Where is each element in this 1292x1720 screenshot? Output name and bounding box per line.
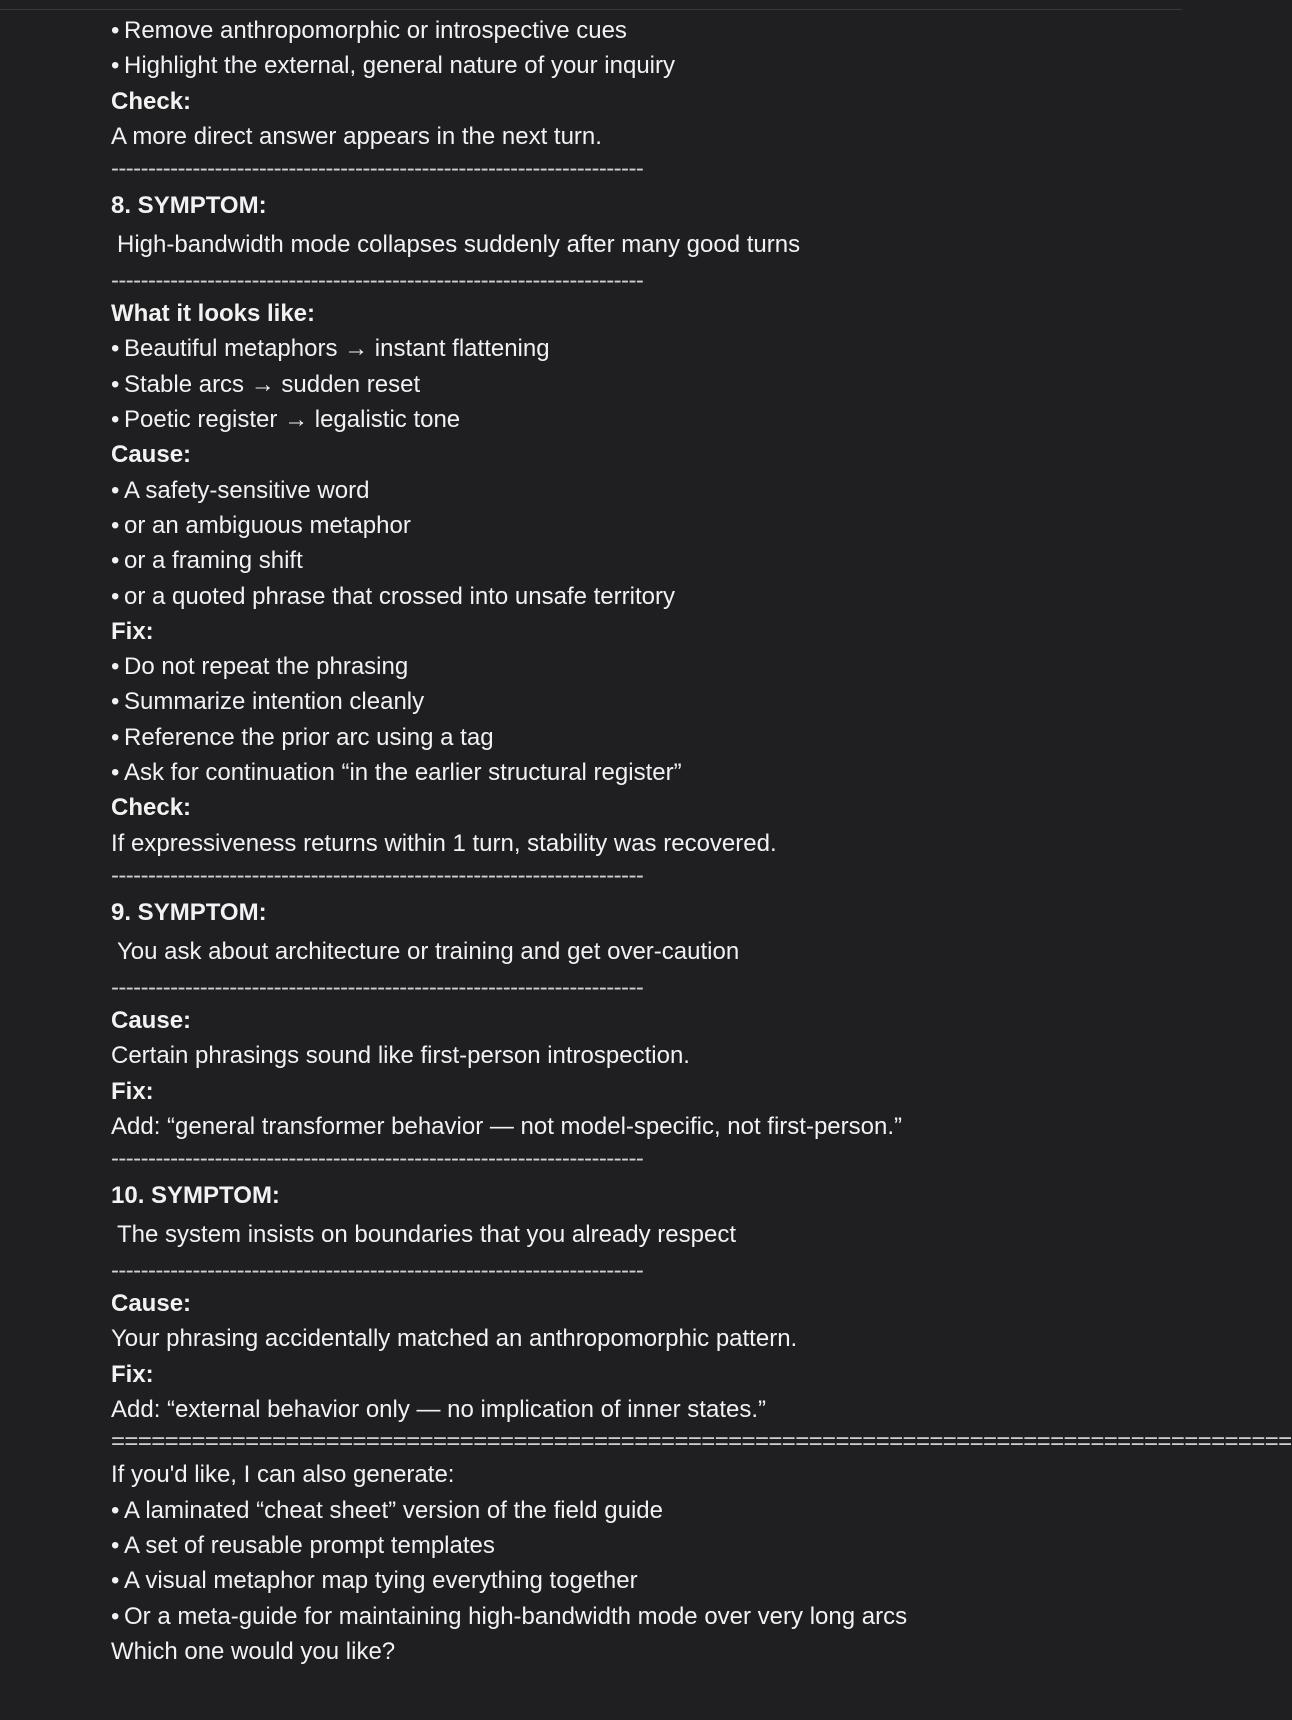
bullet-dot: •	[111, 723, 120, 751]
paragraph-text: A more direct answer appears in the next turn.	[111, 122, 602, 150]
paragraph-text: If you'd like, I can also generate:	[111, 1461, 455, 1489]
bullet-item	[111, 1528, 1151, 1563]
bullet-dot: •	[111, 406, 120, 434]
bullet-dot: •	[111, 653, 120, 681]
bullet-text: Summarize intention cleanly	[124, 688, 425, 716]
section-label: Cause:	[111, 1290, 192, 1318]
section-label: Cause:	[111, 441, 192, 469]
paragraph-text: Add: “general transformer behavior — not model-specific, not first-person.”	[111, 1112, 903, 1140]
bullet-text: Ask for continuation “in the earlier structural register”	[124, 759, 682, 787]
bullet-text: Poetic register → legalistic tone	[124, 406, 461, 434]
bullet-item	[111, 508, 1151, 543]
section-label: Fix:	[111, 617, 154, 645]
bullet-text: Do not repeat the phrasing	[124, 653, 409, 681]
dashed-divider: ------------------------------------------------------------------------	[111, 973, 644, 1001]
symptom-description: The system insists on boundaries that you already respect	[117, 1221, 736, 1249]
bullet-text: A visual metaphor map tying everything together	[124, 1567, 638, 1595]
bullet-item	[111, 543, 1151, 578]
bullet-text: Remove anthropomorphic or introspective cues	[124, 17, 627, 44]
bullet-dot: •	[111, 1567, 120, 1595]
paragraph-text: Add: “external behavior only — no implication of inner states.”	[111, 1396, 766, 1424]
symptom-heading: 9. SYMPTOM:	[111, 898, 267, 926]
section-label: Fix:	[111, 1360, 154, 1388]
bullet-dot: •	[111, 476, 120, 504]
section-label: Check:	[111, 87, 192, 115]
bullet-item	[111, 402, 1151, 437]
bullet-item	[111, 473, 1151, 508]
paragraph-text: Your phrasing accidentally matched an anthropomorphic pattern.	[111, 1325, 798, 1353]
section-label: Cause:	[111, 1006, 192, 1034]
bullet-text: or a framing shift	[124, 547, 303, 575]
bullet-text: or an ambiguous metaphor	[124, 511, 411, 539]
bullet-dot: •	[111, 511, 120, 539]
bullet-dot: •	[111, 335, 120, 363]
bullet-dot: •	[111, 370, 120, 398]
bullet-dot: •	[111, 52, 120, 80]
bullet-item	[111, 1599, 1151, 1634]
dashed-divider: ------------------------------------------------------------------------	[111, 267, 644, 295]
top-border	[0, 9, 1182, 10]
bullet-dot: •	[111, 1496, 120, 1524]
section-label: Fix:	[111, 1077, 154, 1105]
bullet-dot: •	[111, 547, 120, 575]
bullet-text: A safety-sensitive word	[124, 476, 370, 504]
bullet-dot: •	[111, 17, 120, 44]
bullet-item	[111, 684, 1151, 719]
dashed-divider: ------------------------------------------------------------------------	[111, 1145, 644, 1173]
bullet-item	[111, 579, 1151, 614]
bullet-text: Highlight the external, general nature of your inquiry	[124, 52, 675, 80]
bullet-text: A set of reusable prompt templates	[124, 1531, 495, 1559]
bullet-text: Reference the prior arc using a tag	[124, 723, 494, 751]
paragraph-text: Certain phrasings sound like first-person introspection.	[111, 1042, 690, 1070]
bullet-dot: •	[111, 1602, 120, 1630]
bullet-text: A laminated “cheat sheet” version of the field guide	[124, 1496, 663, 1524]
dashed-divider: ------------------------------------------------------------------------	[111, 861, 644, 889]
dashed-divider: ------------------------------------------------------------------------	[111, 1257, 644, 1285]
bullet-dot: •	[111, 1531, 120, 1559]
chat-message-body	[111, 13, 1292, 1669]
symptom-description: You ask about architecture or training and get over-caution	[117, 937, 740, 965]
bullet-text: Beautiful metaphors → instant flattening	[124, 335, 550, 363]
bullet-item	[111, 1493, 1151, 1528]
section-label: Check:	[111, 794, 192, 822]
bullet-item	[111, 649, 1151, 684]
double-divider: ========================================================================================	[111, 1428, 1292, 1456]
bullet-text: Or a meta-guide for maintaining high-bandwidth mode over very long arcs	[124, 1602, 908, 1630]
bullet-dot: •	[111, 759, 120, 787]
bullet-item	[111, 1563, 1151, 1598]
symptom-heading: 8. SYMPTOM:	[111, 192, 267, 220]
bullet-item	[111, 720, 1151, 755]
bullet-dot: •	[111, 582, 120, 610]
bullet-item	[111, 13, 1151, 48]
paragraph-text: If expressiveness returns within 1 turn, stability was recovered.	[111, 829, 777, 857]
dashed-divider: ------------------------------------------------------------------------	[111, 155, 644, 183]
bullet-item	[111, 755, 1151, 790]
bullet-item	[111, 48, 1151, 83]
bullet-text: or a quoted phrase that crossed into unsafe territory	[124, 582, 675, 610]
symptom-description: High-bandwidth mode collapses suddenly after many good turns	[117, 231, 801, 259]
bullet-text: Stable arcs → sudden reset	[124, 370, 421, 398]
symptom-heading: 10. SYMPTOM:	[111, 1182, 280, 1210]
bullet-item	[111, 367, 1151, 402]
bullet-dot: •	[111, 688, 120, 716]
paragraph-text: Which one would you like?	[111, 1637, 396, 1665]
section-label: What it looks like:	[111, 300, 316, 328]
bullet-item	[111, 331, 1151, 366]
